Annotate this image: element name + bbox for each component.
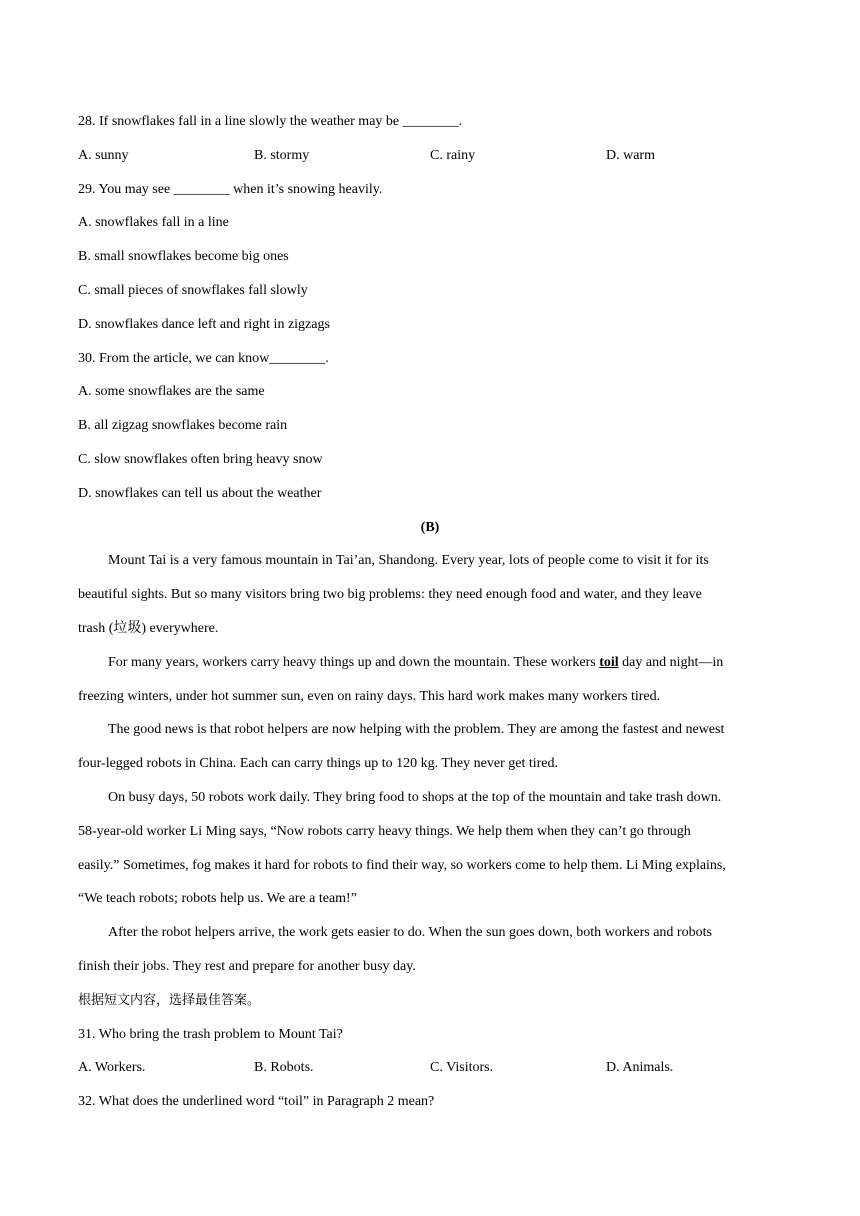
passage-line: finish their jobs. They rest and prepare for another busy day. [78,958,416,974]
passage-line [78,651,782,685]
passage-line: On busy days, 50 robots work daily. They bring food to shops at the top of the mountain and take trash down. [108,789,722,805]
question-28-options [78,144,782,178]
document-page [78,110,782,1124]
instruction: 根据短文内容，选择最佳答案。 [78,992,261,1008]
underlined-keyword: toil [599,654,619,670]
question-28-stem: 28. If snowflakes fall in a line slowly the weather may be ________. [78,114,463,129]
option-d: D. snowflakes dance left and right in zigzags [78,316,330,332]
passage-text: For many years, workers carry heavy things up and down the mountain. These workers [108,654,600,670]
question-31-options [78,1056,782,1090]
passage-line: Mount Tai is a very famous mountain in Tai’an, Shandong. Every year, lots of people come to visit it for its [108,553,709,569]
question-29-stem: 29. You may see ________ when it’s snowing heavily. [78,181,383,197]
option-d: D. warm [606,147,655,163]
passage-line: 58-year-old worker Li Ming says, “Now robots carry heavy things. We help them when they can’t go through [78,823,691,839]
option-a: A. snowflakes fall in a line [78,215,229,231]
option-a: A. Workers. [78,1060,146,1076]
passage-line: trash (垃圾) everywhere. [78,620,219,636]
option-a: A. sunny [78,147,129,163]
option-a: A. some snowflakes are the same [78,384,265,400]
section-b-heading: (B) [420,519,440,535]
passage-line: After the robot helpers arrive, the work gets easier to do. When the sun goes down, both workers and robots [108,925,712,941]
option-b: B. all zigzag snowflakes become rain [78,418,288,434]
option-c: C. rainy [430,147,476,163]
option-d: D. Animals. [606,1060,674,1076]
option-c: C. slow snowflakes often bring heavy snow [78,451,323,467]
passage-line: The good news is that robot helpers are now helping with the problem. They are among the fastest and newest [108,722,725,738]
passage-line: easily.” Sometimes, fog makes it hard for robots to find their way, so workers come to help them. Li Ming explains, [78,857,726,873]
option-b: B. small snowflakes become big ones [78,249,289,265]
question-32-stem: 32. What does the underlined word “toil” in Paragraph 2 mean? [78,1094,435,1110]
passage-line: freezing winters, under hot summer sun, even on rainy days. This hard work makes many workers tired. [78,688,661,704]
question-30-stem: 30. From the article, we can know________. [78,350,329,366]
option-c: C. small pieces of snowflakes fall slowly [78,282,308,298]
passage-line: “We teach robots; robots help us. We are a team!” [78,891,357,907]
option-c: C. Visitors. [430,1060,494,1076]
option-d: D. snowflakes can tell us about the weather [78,485,322,501]
option-b: B. stormy [254,147,310,163]
option-b: B. Robots. [254,1060,314,1076]
passage-line: four-legged robots in China. Each can carry things up to 120 kg. They never get tired. [78,756,558,772]
question-31-stem: 31. Who bring the trash problem to Mount Tai? [78,1026,343,1042]
passage-text: day and night—in [618,654,724,670]
passage-line: beautiful sights. But so many visitors bring two big problems: they need enough food and water, and they leave [78,587,702,603]
